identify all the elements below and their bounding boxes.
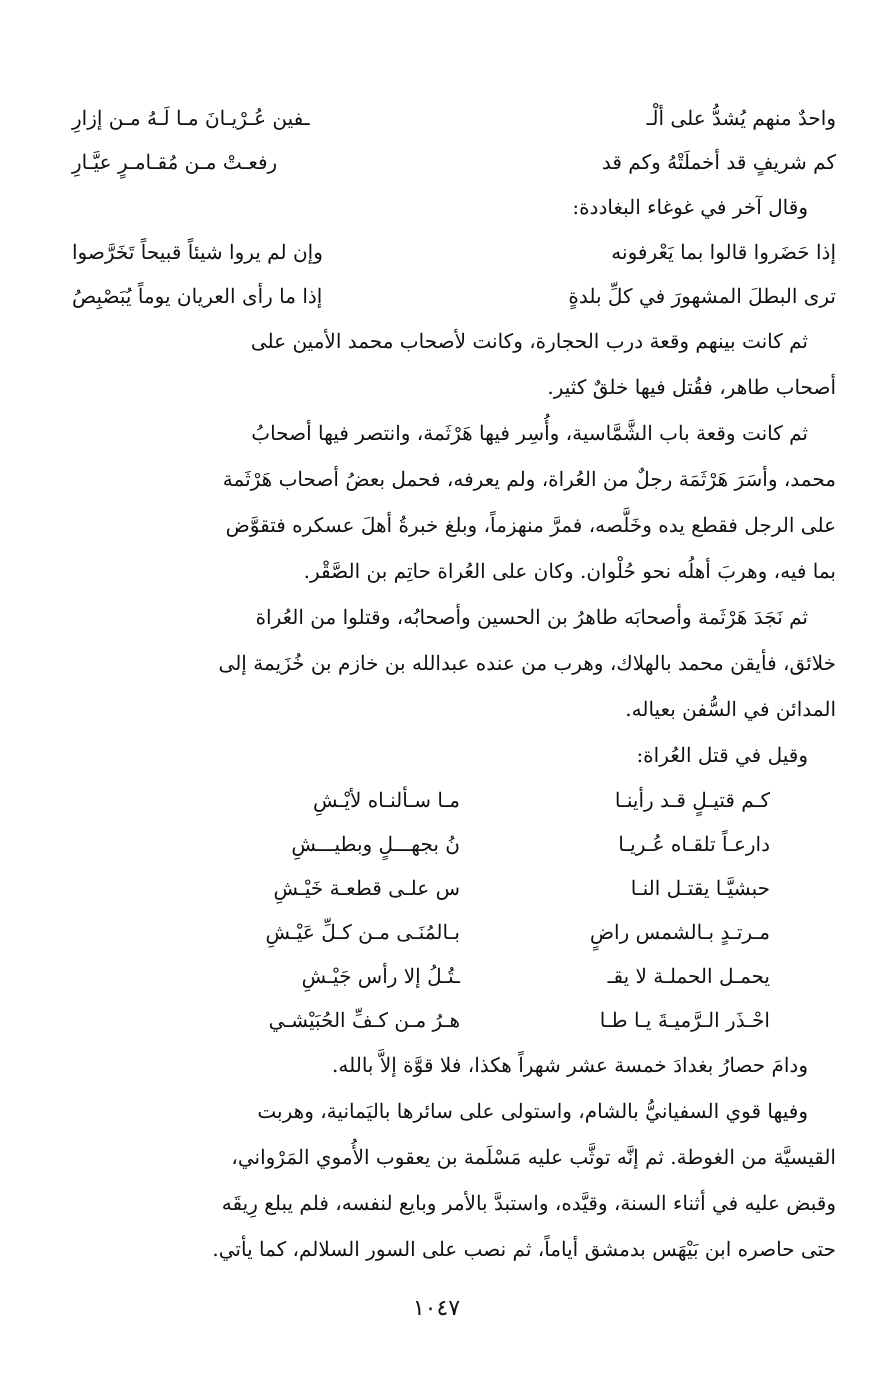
paragraph-line: بما فيه، وهربَ أهلُه نحو حُلْوان. وكان على العُراة حاتِم بن الصَّقْر.: [303, 559, 836, 583]
verse-first-hemistich: كـم قتيـلٍ قـد رأينـا: [614, 788, 770, 812]
verse-line: [72, 866, 836, 910]
paragraph-line: وفيها قوي السفيانيُّ بالشام، واستولى على سائرها باليَمانية، وهربت: [257, 1099, 808, 1123]
verse-second-hemistich: رفعـتْ مـن مُقـامـرٍ عيَّـارِ: [72, 150, 278, 174]
verse-block-1: [72, 96, 836, 184]
paragraph-line: حتى حاصره ابن بَيْهَس بدمشق أياماً، ثم نصب على السور السلالم، كما يأتي.: [212, 1237, 836, 1261]
verse-line: [72, 230, 836, 274]
paragraph-line: خلائق، فأيقن محمد بالهلاك، وهرب من عنده عبدالله بن خازم بن خُزَيمة إلى: [218, 651, 836, 675]
verse-line: [72, 822, 836, 866]
verse-line: [72, 96, 836, 140]
verse-second-hemistich: نُ بجهـــلٍ وبطيـــشِ: [291, 832, 460, 856]
verse-first-hemistich: واحدٌ منهم يُشدُّ على ألْـ: [646, 106, 836, 130]
paragraph: [72, 318, 836, 410]
verse-first-hemistich: احْـذَر الـرَّميـةَ يـا طـا: [599, 1008, 770, 1032]
paragraph-line: ثم نَجَدَ هَرْثَمة وأصحابَه طاهرُ بن الحسين وأصحابُه، وقتلوا من العُراة: [255, 605, 808, 629]
verse-second-hemistich: مـا سـألنـاه لأيْـشِ: [313, 788, 460, 812]
verse-first-hemistich: حبشيَّـا يقتـل النـا: [630, 876, 770, 900]
closing-line: ودامَ حصارُ بغدادَ خمسة عشر شهراً هكذا، فلا قوَّة إلاَّ بالله.: [332, 1053, 808, 1077]
paragraph-line: وقبض عليه في أثناء السنة، وقيَّده، واستبدَّ بالأمر وبايع لنفسه، فلم يبلع رِيقَه: [221, 1191, 836, 1215]
verse-second-hemistich: هـرُ مـن كـفِّ الحُبَيْشـي: [268, 1008, 460, 1032]
verse-second-hemistich: ـتُـلُ إلا رأس جَيْـشِ: [301, 964, 460, 988]
verse-block-2: [72, 230, 836, 318]
paragraph: [72, 1088, 836, 1272]
verse-first-hemistich: إذا حَضَروا قالوا بما يَعْرفونه: [611, 240, 836, 264]
verse-second-hemistich: بـالمُنَـى مـن كـلِّ عَيْـشِ: [265, 920, 460, 944]
page-number: ١٠٤٧: [412, 1296, 461, 1321]
paragraph: [72, 410, 836, 594]
paragraph-line: على الرجل فقطع يده وخَلَّصه، فمرَّ منهزماً، وبلغ خبرةُ أهلَ عسكره فتقوَّض: [225, 513, 836, 537]
verse-line: [72, 778, 836, 822]
paragraph-line: المدائن في السُّفن بعياله.: [625, 697, 836, 721]
verse-line: [72, 954, 836, 998]
verse-second-hemistich: ـفين عُـرْيـانَ مـا لَـهُ مـن إزارِ: [72, 106, 310, 130]
page-body: [72, 96, 836, 1272]
verse-first-hemistich: دارعـاً تلقـاه عُـريـا: [618, 832, 770, 856]
intro-line: وقيل في قتل العُراة:: [636, 743, 808, 767]
verse-line: [72, 274, 836, 318]
verse-second-hemistich: إذا ما رأى العريان يوماً يُبَصْبِصُ: [72, 284, 323, 308]
verse-second-hemistich: س علـى قطعـة خَيْـشِ: [273, 876, 460, 900]
verse-line: [72, 910, 836, 954]
paragraph: [72, 594, 836, 732]
verse-line: [72, 140, 836, 184]
paragraph-line: ثم كانت وقعة باب الشَّمَّاسية، وأُسِر فيها هَرْثَمة، وانتصر فيها أصحابُ: [251, 421, 808, 445]
verse-first-hemistich: ترى البطلَ المشهورَ في كلِّ بلدةٍ: [568, 284, 836, 308]
verse-first-hemistich: مـرتـدٍ بـالشمس راضٍ: [589, 920, 770, 944]
verse-first-hemistich: يحمـل الحملـة لا يقـ: [607, 964, 770, 988]
verse-second-hemistich: وإن لم يروا شيئاً قبيحاً تَخَرَّصوا: [72, 240, 323, 264]
intro-line: وقال آخر في غوغاء البغاددة:: [572, 195, 808, 219]
verse-first-hemistich: كم شريفٍ قد أخملَتْهُ وكم قد: [601, 150, 836, 174]
verse-block-3: [72, 778, 836, 1042]
paragraph-line: ثم كانت بينهم وقعة درب الحجارة، وكانت لأصحاب محمد الأمين على: [250, 329, 808, 353]
paragraph-line: القيسيَّة من الغوطة. ثم إنَّه توثَّب عليه مَسْلَمة بن يعقوب الأُموي المَرْواني،: [231, 1145, 836, 1169]
paragraph-line: أصحاب طاهر، فقُتل فيها خلقٌ كثير.: [547, 375, 836, 399]
verse-line: [72, 998, 836, 1042]
paragraph-line: محمد، وأسَرَ هَرْثَمَة رجلٌ من العُراة، ولم يعرفه، فحمل بعضُ أصحاب هَرْثَمة: [222, 467, 836, 491]
